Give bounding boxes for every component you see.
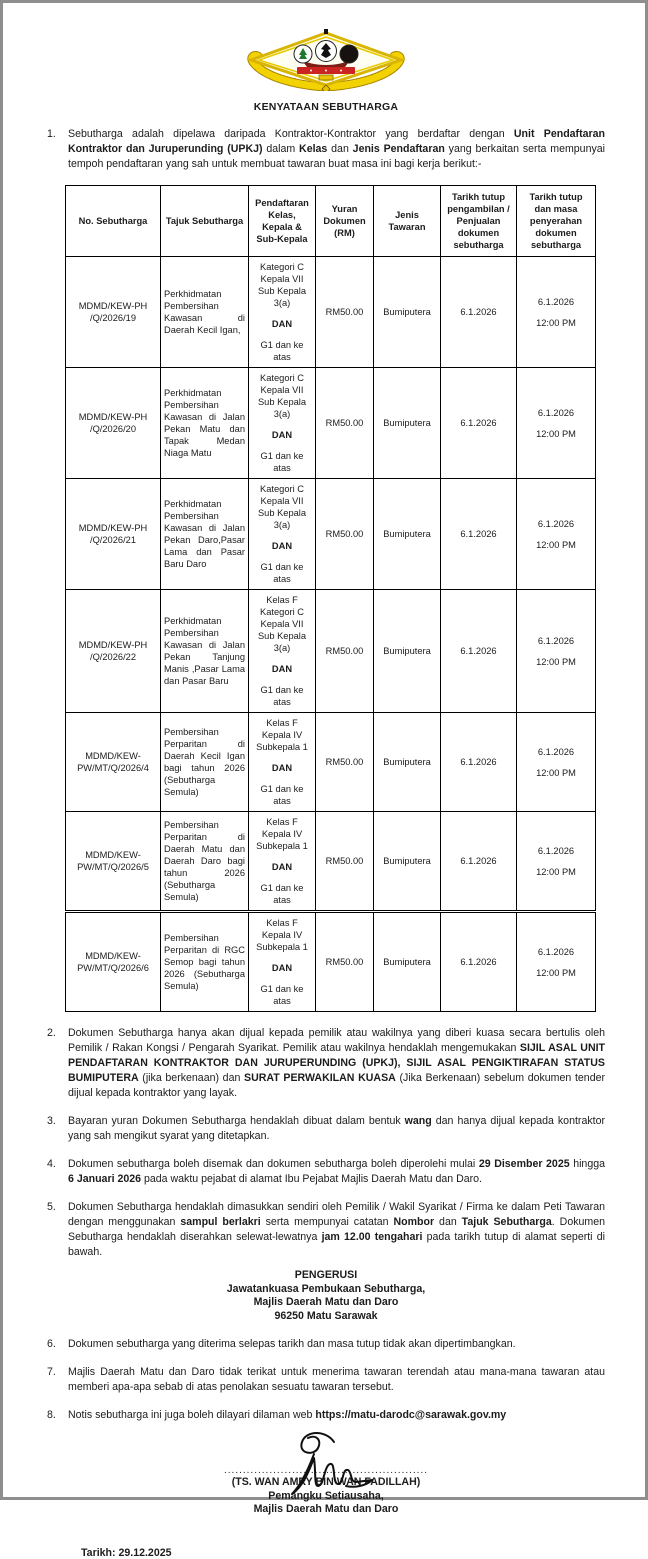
pendaftaran-line: DAN	[271, 664, 293, 674]
signatory-role: Pemangku Setiausaha,	[268, 1489, 384, 1502]
cell-no-sebutharga: MDMD/KEW-PH /Q/2026/21	[66, 479, 161, 590]
penyerahan-line: 6.1.2026	[537, 746, 575, 757]
column-header: Tajuk Sebutharga	[161, 186, 249, 257]
item-number: 3.	[47, 1115, 56, 1127]
item-number: 4.	[47, 1158, 56, 1170]
pendaftaran-line: G1 dan ke atas	[260, 451, 304, 473]
penyerahan-line: 12:00 PM	[536, 866, 576, 877]
cell-jenis-tawaran: Bumiputera	[374, 713, 441, 812]
cell-tarikh-penyerahan	[517, 257, 596, 368]
handwritten-signature-icon	[256, 1428, 396, 1500]
cell-tarikh-tutup-penjualan: 6.1.2026	[441, 812, 517, 912]
pendaftaran-line: Kelas F Kepala IV Subkepala 1	[256, 817, 308, 851]
table-row	[66, 368, 596, 479]
item-number: 2.	[47, 1027, 56, 1039]
pendaftaran-line: DAN	[271, 963, 293, 973]
cell-tarikh-tutup-penjualan: 6.1.2026	[441, 257, 517, 368]
numbered-item	[47, 1200, 605, 1260]
cell-tarikh-penyerahan	[517, 479, 596, 590]
cell-tarikh-tutup-penjualan: 6.1.2026	[441, 479, 517, 590]
pendaftaran-line: Kelas F Kepala IV Subkepala 1	[256, 718, 308, 752]
item-text: Dokumen sebutharga boleh disemak dan dokumen sebutharga boleh diperolehi mulai 29 Disember 2025 hingga 6 Januari 2026 pada waktu pejabat di alamat Ibu Pejabat Majlis Daerah Matu dan Daro.	[68, 1158, 606, 1185]
table-row	[66, 812, 596, 912]
table-row	[66, 479, 596, 590]
cell-pendaftaran	[249, 912, 316, 1012]
submission-address-block	[47, 1269, 605, 1323]
column-header: Jenis Tawaran	[374, 186, 441, 257]
item-text: Majlis Daerah Matu dan Daro tidak terikat untuk menerima tawaran terendah atau mana-mana tawaran atau memberi apa-apa sebab di atas penolakan sesuatu tawaran tersebut.	[68, 1366, 605, 1393]
signature-block	[47, 1428, 605, 1517]
pendaftaran-line: G1 dan ke atas	[260, 883, 304, 905]
pendaftaran-line: Kategori C Kepala VII Sub Kepala 3(a)	[257, 484, 307, 530]
penyerahan-line: 6.1.2026	[537, 845, 575, 856]
pendaftaran-line: Kelas F Kategori C Kepala VII Sub Kepala 3(a)	[257, 595, 307, 653]
cell-jenis-tawaran: Bumiputera	[374, 257, 441, 368]
address-line: 96250 Matu Sarawak	[274, 1309, 378, 1322]
cell-tarikh-penyerahan	[517, 713, 596, 812]
cell-yuran: RM50.00	[316, 590, 374, 713]
document-date: Tarikh: 29.12.2025	[81, 1546, 172, 1559]
pendaftaran-line: DAN	[271, 763, 293, 773]
penyerahan-line: 6.1.2026	[537, 518, 575, 529]
table-row	[66, 257, 596, 368]
item-text: Bayaran yuran Dokumen Sebutharga hendaklah dibuat dalam bentuk wang dan hanya dijual kepada kontraktor yang sah mengikut syarat yang ditetapkan.	[68, 1115, 605, 1142]
cell-pendaftaran	[249, 479, 316, 590]
cell-tajuk: Perkhidmatan Pembersihan Kawasan di Jalan Pekan Matu dan Tapak Medan Niaga Matu	[161, 368, 249, 479]
pendaftaran-line: Kategori C Kepala VII Sub Kepala 3(a)	[257, 262, 307, 308]
cell-jenis-tawaran: Bumiputera	[374, 479, 441, 590]
cell-yuran: RM50.00	[316, 368, 374, 479]
pendaftaran-line: DAN	[271, 430, 293, 440]
signatory-organisation: Majlis Daerah Matu dan Daro	[253, 1503, 399, 1515]
column-header: Tarikh tutup pengambilan / Penjualan dokumen sebutharga	[441, 186, 517, 257]
column-header: Pendaftaran Kelas, Kepala & Sub-Kepala	[249, 186, 316, 257]
cell-yuran: RM50.00	[316, 257, 374, 368]
penyerahan-line: 6.1.2026	[537, 296, 575, 307]
numbered-item	[47, 1157, 605, 1187]
items-terms-a	[47, 1026, 605, 1260]
item-text: Sebutharga adalah dipelawa daripada Kontraktor-Kontraktor yang berdaftar dengan Unit Pendaftaran Kontraktor dan Juruperunding (UPKJ) dalam Kelas dan Jenis Pendaftaran yang berkaitan serta mempunyai tempoh pendaftaran yang sah untuk membuat tawaran buat masa ini bagi kerja berikut:-	[68, 128, 606, 170]
penyerahan-line: 12:00 PM	[536, 317, 576, 328]
penyerahan-line: 12:00 PM	[536, 767, 576, 778]
cell-yuran: RM50.00	[316, 713, 374, 812]
address-line: Jawatankuasa Pembukaan Sebutharga,	[226, 1282, 426, 1295]
table-row	[66, 713, 596, 812]
cell-pendaftaran	[249, 812, 316, 912]
cell-tarikh-penyerahan	[517, 812, 596, 912]
column-header: Yuran Dokumen (RM)	[316, 186, 374, 257]
table-header	[66, 186, 596, 257]
cell-pendaftaran	[249, 713, 316, 812]
numbered-item	[47, 1026, 605, 1101]
numbered-item	[47, 1365, 605, 1395]
penyerahan-line: 12:00 PM	[536, 539, 576, 550]
cell-pendaftaran	[249, 257, 316, 368]
cell-pendaftaran	[249, 368, 316, 479]
cell-jenis-tawaran: Bumiputera	[374, 912, 441, 1012]
items-terms-b	[47, 1337, 605, 1423]
item-text: Dokumen Sebutharga hanya akan dijual kepada pemilik atau wakilnya yang diberi kuasa secara bertulis oleh Pemilik / Rakan Kongsi / Pengarah Syarikat. Pemilik atau wakilnya hendaklah mengemukakan SIJIL ASAL UNIT PENDAFTARAN KONTRAKTOR DAN JURUPERUNDING (UPKJ), SIJIL ASAL PENGIKTIRAFAN STATUS BUMIPUTERA (jika berkenaan) dan SURAT PERWAKILAN KUASA (Jika Berkenaan) sebelum dokumen tender dijual kepada kontraktor yang layak.	[68, 1027, 606, 1099]
numbered-item	[47, 1114, 605, 1144]
page-title: KENYATAAN SEBUTHARGA	[253, 101, 399, 113]
penyerahan-line: 12:00 PM	[536, 428, 576, 439]
cell-tarikh-tutup-penjualan: 6.1.2026	[441, 590, 517, 713]
cell-tarikh-penyerahan	[517, 912, 596, 1012]
cell-tajuk: Pembersihan Perparitan di RGC Semop bagi tahun 2026 (Sebutharga Semula)	[161, 912, 249, 1012]
item-text: Notis sebutharga ini juga boleh dilayari dilaman web https://matu-darodc@sarawak.gov.my	[68, 1409, 507, 1421]
column-header: Tarikh tutup dan masa penyerahan dokumen sebutharga	[517, 186, 596, 257]
cell-no-sebutharga: MDMD/KEW-PH /Q/2026/22	[66, 590, 161, 713]
cell-tarikh-tutup-penjualan: 6.1.2026	[441, 368, 517, 479]
penyerahan-line: 6.1.2026	[537, 407, 575, 418]
pendaftaran-line: G1 dan ke atas	[260, 784, 304, 806]
cell-yuran: RM50.00	[316, 912, 374, 1012]
cell-tajuk: Perkhidmatan Pembersihan Kawasan di Jalan Pekan Tanjung Manis ,Pasar Lama dan Pasar Baru	[161, 590, 249, 713]
penyerahan-line: 6.1.2026	[537, 946, 575, 957]
council-crest-icon	[241, 29, 411, 91]
logo-container	[47, 29, 605, 91]
cell-tarikh-tutup-penjualan: 6.1.2026	[441, 713, 517, 812]
cell-tajuk: Pembersihan Perparitan di Daerah Kecil Igan bagi tahun 2026 (Sebutharga Semula)	[161, 713, 249, 812]
numbered-item	[47, 1408, 605, 1423]
pendaftaran-line: G1 dan ke atas	[260, 984, 304, 1006]
pendaftaran-line: DAN	[271, 862, 293, 872]
penyerahan-line: 6.1.2026	[537, 635, 575, 646]
cell-no-sebutharga: MDMD/KEW-PH /Q/2026/19	[66, 257, 161, 368]
item-text: Dokumen Sebutharga hendaklah dimasukkan sendiri oleh Pemilik / Wakil Syarikat / Firma ke dalam Peti Tawaran dengan menggunakan sampul berlakri serta mempunyai catatan Nombor dan Tajuk Sebutharga. Dokumen Sebutharga hendaklah diserahkan selewat-lewatnya jam 12.00 tengahari pada tarikh tutup di alamat seperti di bawah.	[68, 1201, 606, 1258]
table-row	[66, 912, 596, 1012]
item-number: 7.	[47, 1366, 56, 1378]
item-number: 5.	[47, 1201, 56, 1213]
cell-no-sebutharga: MDMD/KEW-PW/MT/Q/2026/5	[66, 812, 161, 912]
address-line: Majlis Daerah Matu dan Daro	[253, 1296, 399, 1308]
item-number: 1.	[47, 128, 56, 140]
pendaftaran-line: G1 dan ke atas	[260, 685, 304, 707]
item-number: 8.	[47, 1409, 56, 1421]
cell-yuran: RM50.00	[316, 479, 374, 590]
cell-pendaftaran	[249, 590, 316, 713]
cell-yuran: RM50.00	[316, 812, 374, 912]
item-text: Dokumen sebutharga yang diterima selepas tarikh dan masa tutup tidak akan dipertimbangkan.	[68, 1338, 516, 1350]
numbered-item	[47, 127, 605, 172]
address-line: PENGERUSI	[294, 1269, 358, 1281]
cell-tarikh-penyerahan	[517, 590, 596, 713]
penyerahan-line: 12:00 PM	[536, 656, 576, 667]
cell-tajuk: Perkhidmatan Pembersihan Kawasan di Daerah Kecil Igan,	[161, 257, 249, 368]
cell-no-sebutharga: MDMD/KEW-PH /Q/2026/20	[66, 368, 161, 479]
numbered-item	[47, 1337, 605, 1352]
cell-tajuk: Pembersihan Perparitan di Daerah Matu dan Daerah Daro bagi tahun 2026 (Sebutharga Semula)	[161, 812, 249, 912]
column-header: No. Sebutharga	[66, 186, 161, 257]
cell-jenis-tawaran: Bumiputera	[374, 590, 441, 713]
cell-tarikh-penyerahan	[517, 368, 596, 479]
table-row	[66, 590, 596, 713]
cell-tajuk: Perkhidmatan Pembersihan Kawasan di Jalan Pekan Daro,Pasar Lama dan Pasar Baru Daro	[161, 479, 249, 590]
pendaftaran-line: Kategori C Kepala VII Sub Kepala 3(a)	[257, 373, 307, 419]
cell-jenis-tawaran: Bumiputera	[374, 368, 441, 479]
cell-no-sebutharga: MDMD/KEW-PW/MT/Q/2026/4	[66, 713, 161, 812]
cell-tarikh-tutup-penjualan: 6.1.2026	[441, 912, 517, 1012]
pendaftaran-line: DAN	[271, 319, 293, 329]
item-number: 6.	[47, 1338, 56, 1350]
signature-line: ......................................................	[223, 1465, 429, 1476]
pendaftaran-line: Kelas F Kepala IV Subkepala 1	[256, 918, 308, 952]
pendaftaran-line: G1 dan ke atas	[260, 562, 304, 584]
pendaftaran-line: G1 dan ke atas	[260, 340, 304, 362]
signatory-name: (TS. WAN AMRY BIN WAN FADILLAH)	[231, 1476, 421, 1488]
pendaftaran-line: DAN	[271, 541, 293, 551]
items-intro	[47, 127, 605, 172]
penyerahan-line: 12:00 PM	[536, 967, 576, 978]
quotation-table	[65, 185, 596, 1012]
cell-jenis-tawaran: Bumiputera	[374, 812, 441, 912]
cell-no-sebutharga: MDMD/KEW-PW/MT/Q/2026/6	[66, 912, 161, 1012]
